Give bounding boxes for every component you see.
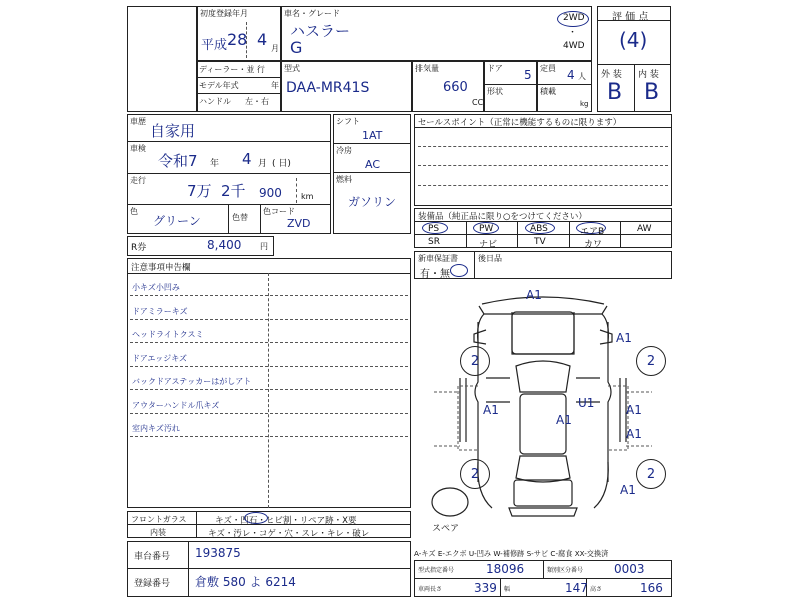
inspection-month-unit: 月 <box>258 159 268 169</box>
handle-label: ハンドル <box>199 97 231 106</box>
height-value: 166 <box>640 581 663 595</box>
car-name-label: 車名・グレード <box>284 9 340 18</box>
note-item: ドアミラーキズ <box>132 306 188 316</box>
warranty-div <box>474 251 475 279</box>
fuel-label: 燃料 <box>336 175 352 184</box>
reg-month-unit: 月 <box>271 44 279 53</box>
note-row-line <box>130 389 408 390</box>
sales-point-label: セールスポイント（正常に機能するものに限ります） <box>418 118 622 128</box>
mileage-rest: 900 <box>259 186 282 200</box>
measure-line <box>414 578 672 579</box>
capacity-label: 定員 <box>540 64 556 73</box>
inspection-era: 令和7 <box>158 152 198 170</box>
inspection-label: 車検 <box>130 144 146 153</box>
fuel-value: ガソリン <box>348 195 397 209</box>
rating-value: (4) <box>619 28 648 52</box>
usage-line2 <box>127 173 331 174</box>
equip-tv: TV <box>534 237 546 247</box>
chip-circle <box>244 512 268 524</box>
year-divider <box>246 22 247 58</box>
note-item: アウターハンドル爪キズ <box>132 400 220 410</box>
inspection-day: ( 日) <box>272 159 291 169</box>
displacement-unit: CC <box>472 98 484 107</box>
note-row-line <box>130 413 408 414</box>
front-glass-label: フロントガラス <box>131 515 187 524</box>
type-value: DAA-MR41S <box>286 80 370 96</box>
shift-label: シフト <box>336 117 360 126</box>
reg-month: 4 <box>257 30 268 49</box>
equip-navi: ナビ <box>479 240 498 250</box>
usage-label: 車歴 <box>130 117 146 126</box>
category-label: 類別区分番号 <box>547 567 584 574</box>
usage-value: 自家用 <box>150 122 196 140</box>
equip-pw: PW <box>479 224 494 234</box>
equip-col3 <box>569 221 570 248</box>
notes-label: 注意事項申告欄 <box>131 263 191 273</box>
warranty-label: 新車保証書 <box>418 254 458 263</box>
note-item: 室内キズ汚れ <box>132 424 180 433</box>
mileage-label: 走行 <box>130 176 146 185</box>
category-value: 0003 <box>614 562 645 576</box>
recycle-unit: 円 <box>260 242 268 251</box>
ac-value: AC <box>365 158 381 171</box>
doors-value: 5 <box>524 68 532 82</box>
inspection-year-unit: 年 <box>210 159 220 169</box>
load-unit: kg <box>580 100 589 108</box>
exterior-grade: B <box>607 80 623 105</box>
color-div2 <box>260 204 261 234</box>
equip-leather: カワ <box>584 240 603 250</box>
equip-col4 <box>620 221 621 248</box>
type-label: 型式 <box>284 64 300 73</box>
mileage-sen: 2千 <box>221 182 246 200</box>
damage-mark-right-side: A1 <box>626 403 642 417</box>
mileage-man: 7万 <box>187 182 212 200</box>
length-value: 339 <box>474 581 497 595</box>
shape-label: 形状 <box>487 87 503 96</box>
tire-front-left: 2 <box>460 346 490 376</box>
displacement-value: 660 <box>443 80 468 95</box>
chassis-value: 193875 <box>195 546 241 560</box>
equip-line1 <box>414 234 672 235</box>
notes-center <box>268 273 269 508</box>
model-year-unit: 年 <box>271 81 279 90</box>
drive-dot: ・ <box>568 28 578 38</box>
legend-text: A-キズ E-エクボ U-凹み W-補修跡 S-サビ C-腐食 XX-交換済 <box>414 549 609 558</box>
interior-label: 内 装 <box>638 70 659 80</box>
damage-mark-roof-dent: U1 <box>578 396 595 410</box>
damage-mark-right-front: A1 <box>616 331 632 345</box>
rating-label: 評 価 点 <box>612 12 649 23</box>
interior-cond-value: キズ・汚レ・コゲ・穴・スレ・キレ・破レ <box>208 529 370 539</box>
dealer-label: ディーラー・並 行 <box>199 65 265 74</box>
drive-2wd: 2WD <box>563 13 585 23</box>
dealer-line2 <box>197 93 281 94</box>
dealer-line1 <box>197 77 281 78</box>
reg-value: 倉敷 580 よ 6214 <box>195 575 296 589</box>
model-year-label: モデル年式 <box>199 81 239 90</box>
measure-div2 <box>500 578 501 597</box>
capacity-value: 4 <box>567 68 575 82</box>
recycle-box <box>127 236 274 256</box>
note-row-line <box>130 295 408 296</box>
measure-div1 <box>543 560 544 578</box>
tire-rear-right: 2 <box>636 459 666 489</box>
first-reg-label: 初度登録年月 <box>200 9 248 18</box>
interior-grade: B <box>644 80 660 105</box>
rating-split <box>634 64 635 112</box>
equip-sr: SR <box>428 237 440 247</box>
color-label: 色 <box>130 207 138 216</box>
header-left-box <box>127 6 197 112</box>
equip-aw: AW <box>637 224 652 234</box>
width-label: 幅 <box>504 586 511 593</box>
tire-front-right: 2 <box>636 346 666 376</box>
ac-label: 冷房 <box>336 146 352 155</box>
sales-line0 <box>414 127 672 128</box>
usage-line1 <box>127 141 331 142</box>
color-change-label: 色替 <box>232 213 248 222</box>
equip-abs: ABS <box>530 224 548 234</box>
inspection-month: 4 <box>242 150 252 168</box>
chassis-label: 車台番号 <box>134 552 171 562</box>
mileage-unit: km <box>301 192 314 201</box>
doors-label: ドア <box>487 64 503 73</box>
reg-label: 登録番号 <box>134 579 171 589</box>
tire-rear-left: 2 <box>460 459 490 489</box>
rating-line <box>597 20 671 21</box>
handle-options: 左・右 <box>245 97 269 106</box>
glass-div <box>196 511 197 538</box>
shift-line2 <box>333 172 411 173</box>
height-label: 高さ <box>590 586 603 593</box>
sales-line3 <box>418 185 668 186</box>
damage-mark-rear-right: A1 <box>620 483 636 497</box>
type-num-value: 18096 <box>486 562 525 576</box>
reg-era: 平成 <box>201 38 228 53</box>
note-item: ヘッドライトクスミ <box>132 330 204 339</box>
notes-line0 <box>127 273 411 274</box>
after-label: 後日品 <box>478 254 502 263</box>
recycle-label: R券 <box>131 243 147 253</box>
color-code-value: ZVD <box>287 217 311 230</box>
damage-mark-roof: A1 <box>556 413 572 427</box>
car-name: ハスラー <box>290 22 351 40</box>
note-item: ドアエッジキズ <box>132 353 188 363</box>
color-div <box>228 204 229 234</box>
front-glass-value: キズ・凹石・ヒビ割・リペア跡・X要 <box>215 516 357 526</box>
color-value: グリーン <box>153 214 201 228</box>
color-code-label: 色コード <box>263 207 295 216</box>
length-label: 車両長さ <box>418 586 443 593</box>
equipment-label: 装備品（純正品に限り○をつけてください） <box>418 212 587 222</box>
drive-4wd: 4WD <box>563 41 585 51</box>
spare-label: スペア <box>432 524 460 534</box>
note-row-line <box>130 366 408 367</box>
equip-airbag: エアB <box>580 227 605 237</box>
load-label: 積載 <box>540 87 556 96</box>
note-item: バックドアステッカーはがしアト <box>132 377 252 386</box>
shift-value: 1AT <box>362 129 383 142</box>
sales-line1 <box>418 146 668 147</box>
interior-cond-label: 内装 <box>150 528 166 537</box>
usage-line3 <box>127 204 331 205</box>
sales-line2 <box>418 165 668 166</box>
grade: G <box>290 38 303 57</box>
damage-mark-left-side: A1 <box>483 403 499 417</box>
reg-year: 28 <box>227 30 248 49</box>
footer-div <box>188 541 189 597</box>
capacity-unit: 人 <box>578 72 586 81</box>
equip-ps: PS <box>428 224 440 234</box>
displacement-label: 排気量 <box>415 64 439 73</box>
damage-mark-front: A1 <box>526 288 542 302</box>
footer-line <box>127 568 411 569</box>
note-row-line <box>130 319 408 320</box>
shift-line1 <box>333 143 411 144</box>
warranty-no-circle <box>450 264 468 277</box>
recycle-value: 8,400 <box>207 238 242 252</box>
exterior-label: 外 装 <box>601 70 622 80</box>
note-row-line <box>130 436 408 437</box>
width-value: 147 <box>565 581 588 595</box>
equip-col1 <box>466 221 467 248</box>
equip-col2 <box>517 221 518 248</box>
note-row-line <box>130 342 408 343</box>
note-item: 小キズ小凹み <box>132 283 180 292</box>
warranty-value: 有・無 <box>420 269 450 280</box>
type-num-label: 型式指定番号 <box>418 567 455 574</box>
damage-mark-right-side-2: A1 <box>626 427 642 441</box>
mileage-div <box>296 178 297 203</box>
